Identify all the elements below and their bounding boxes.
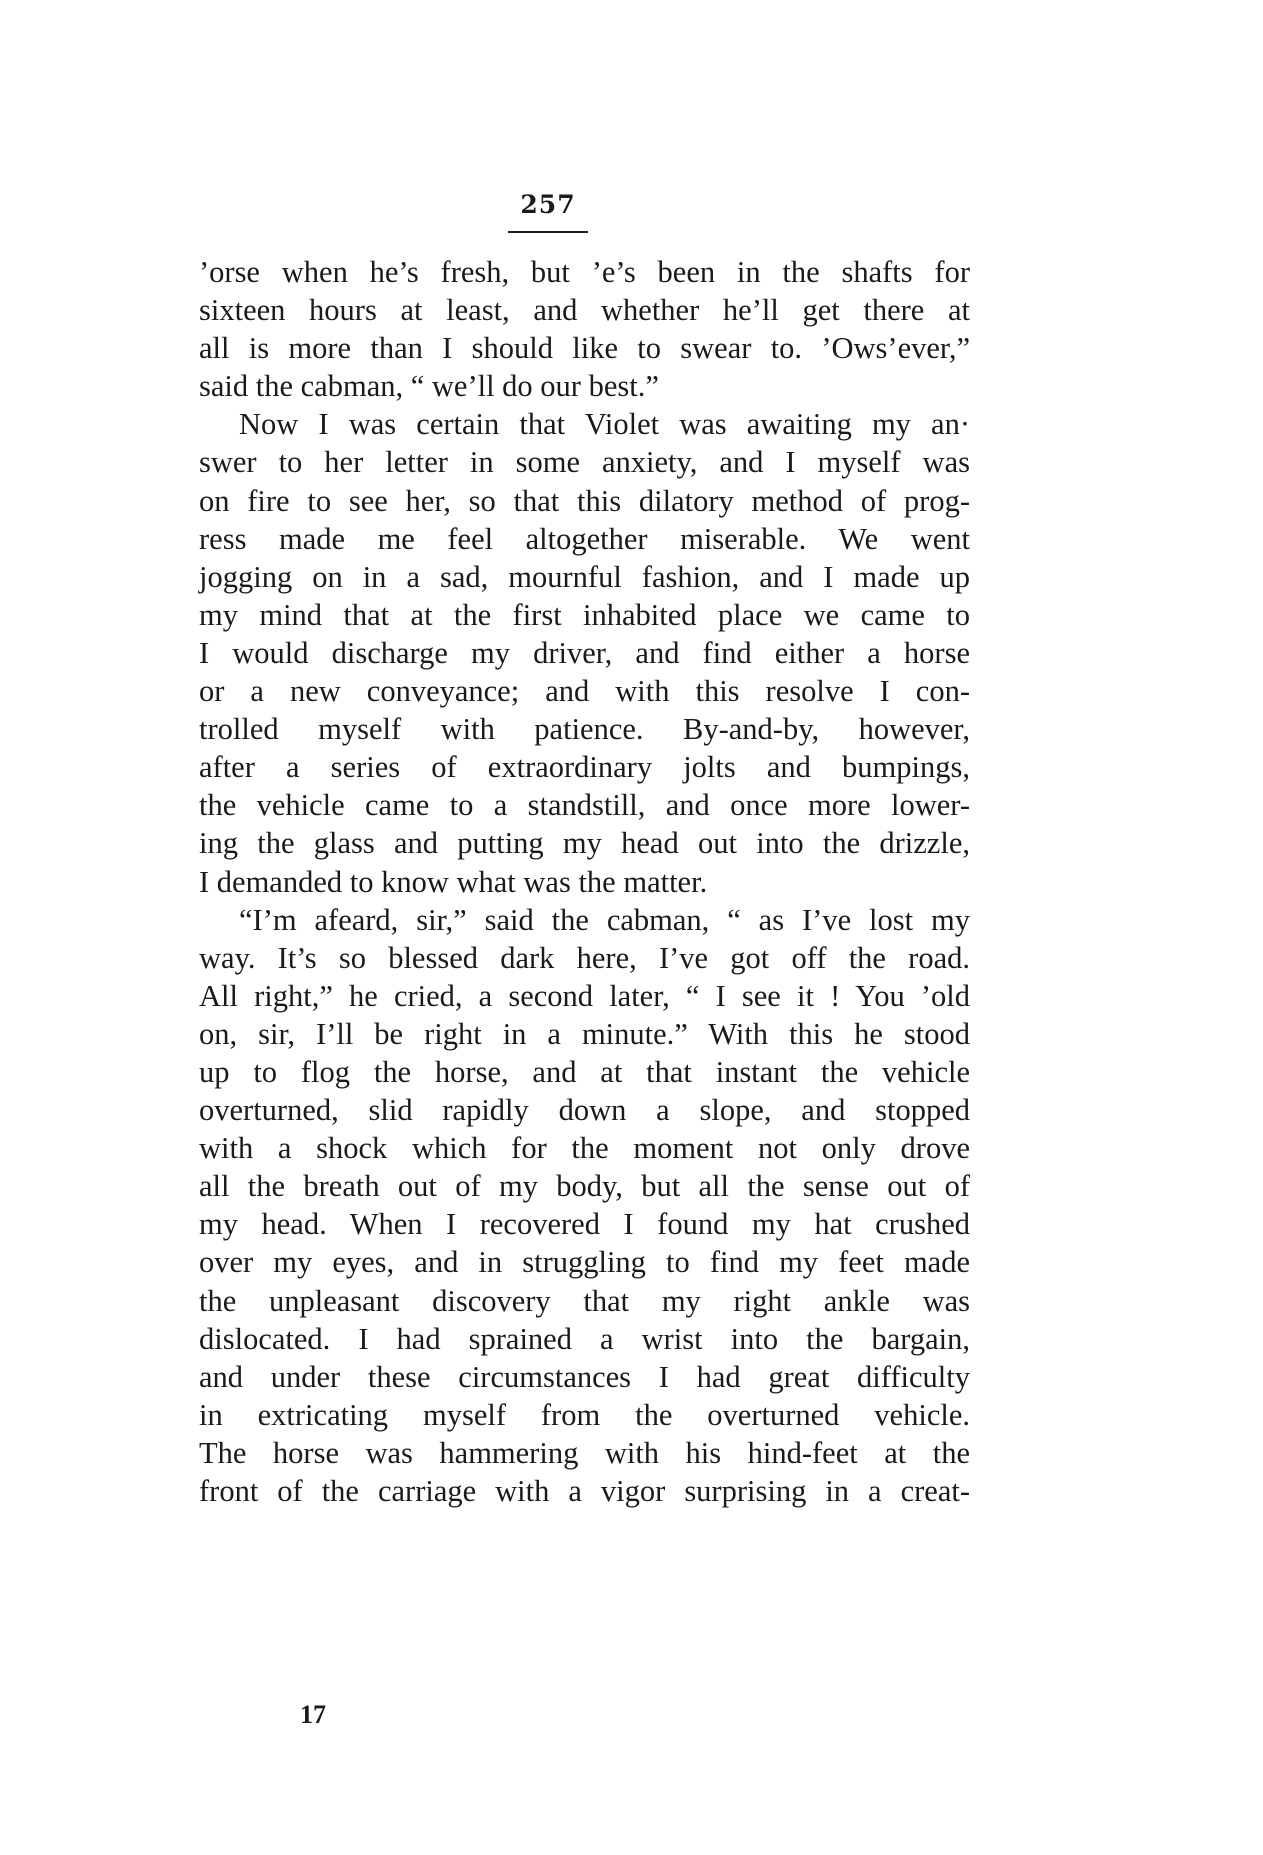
text-line: All right,” he cried, a second later, “ I see it ! You ’old bbox=[199, 978, 970, 1013]
text-line: after a series of extraordinary jolts and bumpings, bbox=[199, 750, 970, 785]
body-text bbox=[199, 253, 970, 1510]
signature-mark: 17 bbox=[300, 1700, 326, 1729]
text-line: or a new conveyance; and with this resolve I con- bbox=[199, 674, 970, 709]
header-rule bbox=[508, 231, 588, 233]
text-line: the vehicle came to a standstill, and once more lower- bbox=[199, 788, 970, 823]
text-line: said the cabman, “ we’ll do our best.” bbox=[199, 369, 659, 404]
text-line: in extricating myself from the overturned vehicle. bbox=[199, 1397, 970, 1432]
text-line: Now I was certain that Violet was awaiting my an· bbox=[239, 407, 970, 442]
text-line: over my eyes, and in struggling to find my feet made bbox=[199, 1245, 970, 1280]
text-line: the unpleasant discovery that my right ankle was bbox=[199, 1283, 970, 1318]
text-line: my head. When I recovered I found my hat crushed bbox=[199, 1207, 970, 1242]
text-line: overturned, slid rapidly down a slope, and stopped bbox=[199, 1093, 970, 1128]
text-line: with a shock which for the moment not only drove bbox=[199, 1131, 970, 1166]
text-line: on fire to see her, so that this dilatory method of prog- bbox=[199, 483, 970, 518]
text-line: up to flog the horse, and at that instant the vehicle bbox=[199, 1054, 970, 1089]
text-line: ress made me feel altogether miserable. We went bbox=[199, 521, 970, 556]
text-line: on, sir, I’ll be right in a minute.” With this he stood bbox=[199, 1016, 970, 1051]
page-number: 257 bbox=[520, 190, 576, 219]
text-line: I demanded to know what was the matter. bbox=[199, 864, 708, 899]
text-line: way. It’s so blessed dark here, I’ve got off the road. bbox=[199, 940, 970, 975]
text-line: I would discharge my driver, and find either a horse bbox=[199, 635, 970, 670]
text-line: The horse was hammering with his hind-feet at the bbox=[199, 1435, 970, 1470]
text-line: “I’m afeard, sir,” said the cabman, “ as I’ve lost my bbox=[239, 902, 970, 937]
text-line: my mind that at the first inhabited place we came to bbox=[199, 597, 970, 632]
text-line: and under these circumstances I had great difficulty bbox=[199, 1359, 970, 1394]
text-line: dislocated. I had sprained a wrist into the bargain, bbox=[199, 1321, 970, 1356]
text-line: sixteen hours at least, and whether he’ll get there at bbox=[199, 293, 970, 328]
text-line: ing the glass and putting my head out into the drizzle, bbox=[199, 826, 970, 861]
text-line: all the breath out of my body, but all the sense out of bbox=[199, 1169, 970, 1204]
text-line: all is more than I should like to swear to. ’Ows’ever,” bbox=[199, 331, 970, 366]
text-line: ’orse when he’s fresh, but ’e’s been in the shafts for bbox=[199, 255, 970, 289]
text-line: swer to her letter in some anxiety, and I myself was bbox=[199, 445, 970, 480]
text-line: front of the carriage with a vigor surprising in a creat- bbox=[199, 1474, 970, 1508]
text-line: trolled myself with patience. By-and-by, however, bbox=[199, 712, 970, 747]
text-line: jogging on in a sad, mournful fashion, and I made up bbox=[199, 559, 970, 594]
